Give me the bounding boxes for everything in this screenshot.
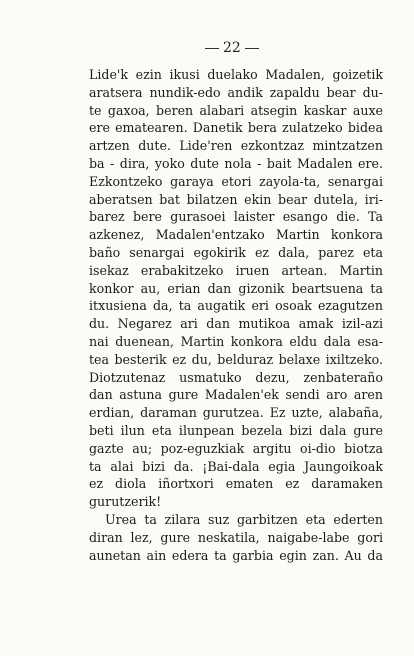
text-line: Lide'k ezin ikusi duelako Madalen, goizetik — [89, 67, 383, 82]
text-line: diran lez, gure neskatila, naigabe-labe gori — [89, 529, 383, 545]
text-line: tea besterik ez du, belduraz belaxe ixiltzeko. — [89, 351, 383, 367]
text-line: ta alai bizi da. ¡Bai-dala egia Jaungoikoak — [89, 458, 383, 474]
left-dash — [205, 48, 219, 49]
text-line: ba - dira, yoko dute nola - bait Madalen ere. — [89, 155, 383, 171]
text-line: Ezkontzeko garaya etori zayola-ta, senargai — [89, 173, 383, 189]
text-line: Diotzutenaz usmatuko dezu, zenbateraño — [89, 369, 383, 385]
text-line: ere ematearen. Danetik bera zulatzeko bidea — [89, 120, 383, 136]
text-line: isekaz erabakitzeko iruen artean. Martin — [89, 262, 383, 278]
page-header — [205, 40, 259, 56]
right-dash — [245, 48, 259, 49]
text-line: aratsera nundik-edo andik zapaldu bear du- — [89, 84, 383, 100]
text-line: dan astuna gure Madalen'ek sendi aro aren — [89, 387, 383, 403]
text-line: aberatsen bat bilatzen ekin bear dutela, iri- — [89, 191, 383, 207]
page-number: 22 — [223, 40, 241, 56]
text-line: aunetan ain edera ta garbia egin zan. Au da — [89, 547, 383, 563]
text-line: beti ilun eta ilunpean bezela bizi dala gure — [89, 422, 383, 438]
text-line: gurutzerik! — [89, 494, 162, 510]
text-line: te gaxoa, beren alabari atsegin kaskar auxe — [89, 102, 383, 118]
text-line: barez bere gurasoei laister esango die. Ta — [89, 209, 383, 225]
text-line: nai duenean, Martin konkora eldu dala esa- — [89, 333, 383, 349]
text-line: gazte au; poz-eguzkiak argitu oi-dio biotza — [89, 440, 383, 456]
body-text — [89, 66, 383, 564]
text-line: baño senargai egokirik ez dala, parez eta — [89, 244, 383, 260]
text-line: Urea ta zilara suz garbitzen eta ederten — [105, 511, 383, 527]
text-line: konkor au, erian dan gizonik beartsuena ta — [89, 280, 383, 296]
text-line: itxusiena da, ta augatik eri osoak ezagutzen — [89, 298, 383, 314]
text-line: erdian, daraman gurutzea. Ez uzte, alabaña, — [89, 405, 383, 421]
text-line: artzen dute. Lide'ren ezkontzaz mintzatzen — [89, 138, 383, 154]
paragraph-2 — [89, 511, 383, 564]
text-line: ez diola iñortxori ematen ez daramaken — [89, 476, 383, 492]
paragraph-1 — [89, 66, 383, 511]
text-line: azkenez, Madalen'entzako Martin konkora — [89, 227, 383, 243]
text-line: du. Negarez ari dan mutikoa amak izil-azi — [89, 316, 383, 332]
